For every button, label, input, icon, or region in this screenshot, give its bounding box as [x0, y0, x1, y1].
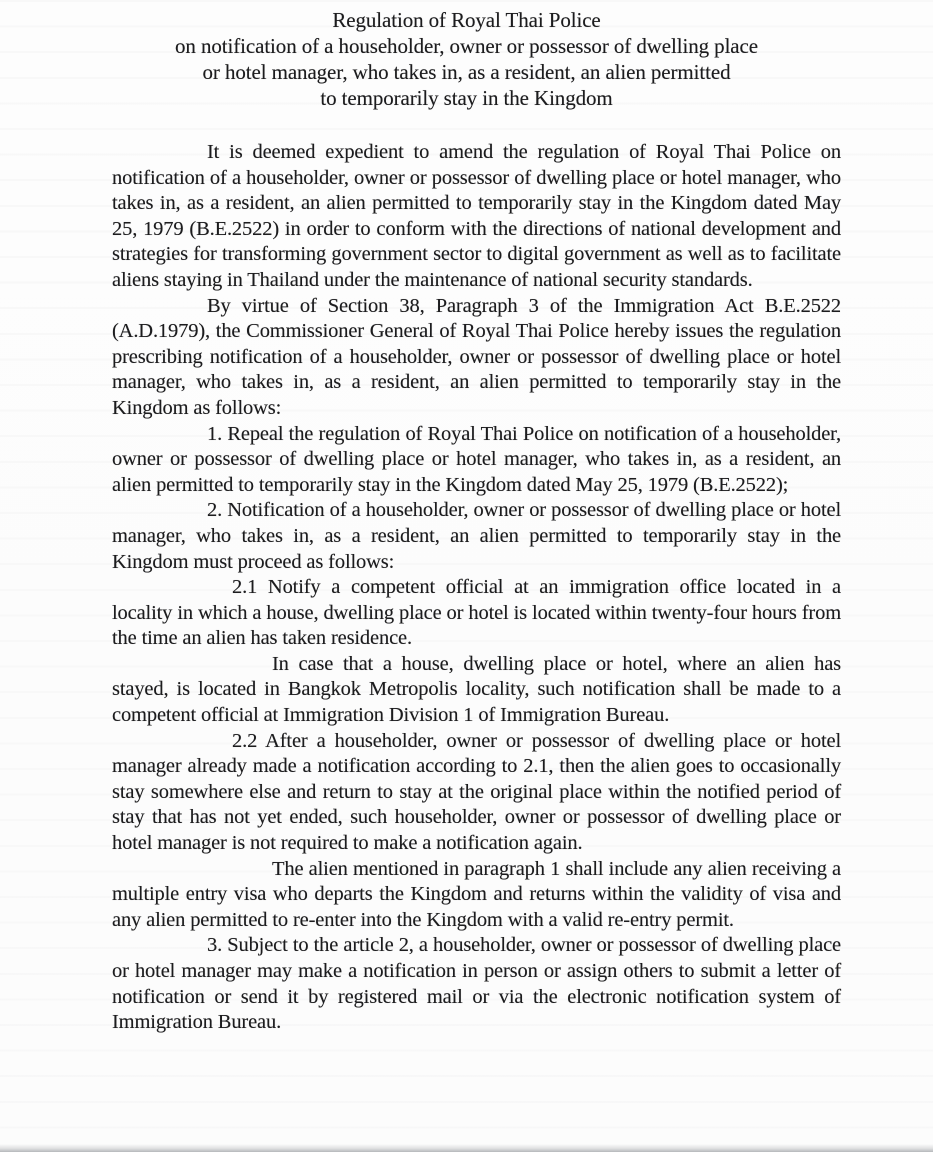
paragraph: 2. Notification of a householder, owner or possessor of dwelling place or hotel manager, who takes in, as a resident, an alien permitted to temporarily stay in the Kingdom must proceed as follows:	[112, 499, 841, 573]
paragraph: 3. Subject to the article 2, a householder, owner or possessor of dwelling place or hotel manager may make a notification in person or assign others to submit a letter of notification or send it by registered mail or via the electronic notification system of Immigration Bureau.	[112, 934, 841, 1034]
paragraph: In case that a house, dwelling place or hotel, where an alien has stayed, is located in Bangkok Metropolis locality, such notification shall be made to a competent official at Immigration Division 1 of Immigration Bureau.	[112, 652, 841, 727]
document-title	[0, 0, 933, 111]
document-body	[112, 140, 841, 1036]
paragraph: It is deemed expedient to amend the regulation of Royal Thai Police on notification of a householder, owner or possessor of dwelling place or hotel manager, who takes in, as a resident, an alien permitted to temporarily stay in the Kingdom dated May 25, 1979 (B.E.2522) in order to conform with the directions of national development and strategies for transforming government sector to digital government as well as to facilitate aliens staying in Thailand under the maintenance of national security standards.	[112, 141, 841, 291]
scan-edge-artifact	[0, 1144, 933, 1152]
paragraph: By virtue of Section 38, Paragraph 3 of the Immigration Act B.E.2522 (A.D.1979), the Commissioner General of Royal Thai Police hereby issues the regulation prescribing notification of a householder, owner or possessor of dwelling place or hotel manager, who takes in, as a resident, an alien permitted to temporarily stay in the Kingdom as follows:	[112, 294, 841, 419]
paragraph: The alien mentioned in paragraph 1 shall include any alien receiving a multiple entry visa who departs the Kingdom and returns within the validity of visa and any alien permitted to re-enter into the Kingdom with a valid re-entry permit.	[112, 857, 841, 931]
title-line: or hotel manager, who takes in, as a resident, an alien permitted	[202, 60, 731, 84]
paragraph: 2.2 After a householder, owner or possessor of dwelling place or hotel manager already made a notification according to 2.1, then the alien goes to occasionally stay somewhere else and return to stay at the original place within the notified period of stay that has not yet ended, such householder, owner or possessor of dwelling place or hotel manager is not required to make a notification again.	[112, 729, 841, 855]
paragraph: 1. Repeal the regulation of Royal Thai Police on notification of a householder, owner or possessor of dwelling place or hotel manager, who takes in, as a resident, an alien permitted to temporarily stay in the Kingdom dated May 25, 1979 (B.E.2522);	[112, 422, 841, 496]
title-line: to temporarily stay in the Kingdom	[320, 86, 613, 110]
title-line: Regulation of Royal Thai Police	[332, 8, 601, 32]
title-line: on notification of a householder, owner or possessor of dwelling place	[175, 34, 758, 58]
paragraph: 2.1 Notify a competent official at an immigration office located in a locality in which a house, dwelling place or hotel is located within twenty-four hours from the time an alien has taken residence.	[112, 576, 841, 650]
